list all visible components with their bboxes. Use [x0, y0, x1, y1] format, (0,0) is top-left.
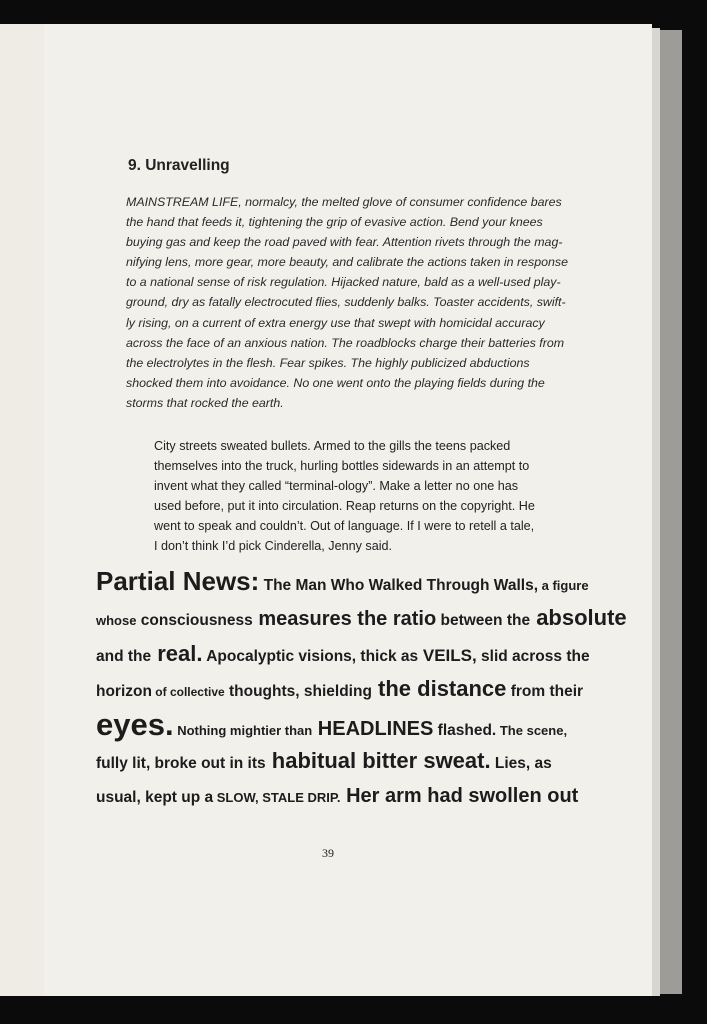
text-line: used before, put it into circulation. Reap returns on the copyright. He: [154, 499, 535, 514]
text-run: thoughts, shielding: [224, 683, 372, 701]
partial-news-line: [96, 743, 576, 779]
text-run: Apocalyptic visions, thick as: [202, 647, 419, 665]
text-run: real.: [151, 640, 203, 666]
italic-paragraph: [126, 192, 568, 413]
text-run: The Man Who Walked Through Walls,: [259, 577, 539, 594]
text-line: ly rising, on a current of extra energy use that swept with homicidal accuracy: [126, 315, 545, 330]
text-run: flashed.: [433, 722, 497, 740]
text-run: HEADLINES: [312, 718, 434, 741]
book-page: [44, 24, 652, 996]
text-run: SLOW, STALE DRIP.: [213, 789, 341, 805]
text-line: storms that rocked the earth.: [126, 395, 284, 410]
text-line: across the face of an anxious nation. The roadblocks charge their batteries from: [126, 335, 565, 350]
text-run: slid across the: [476, 647, 590, 665]
section-heading: 9. Unravelling: [128, 157, 230, 174]
partial-news-line: [96, 636, 590, 672]
facing-page-edge: [0, 24, 45, 996]
text-run: The scene,: [496, 723, 568, 739]
text-line: City streets sweated bullets. Armed to the gills the teens packed: [154, 439, 511, 453]
text-run: usual, kept up a: [96, 788, 214, 806]
text-line: buying gas and keep the road paved with fear. Attention rivets through the mag-: [126, 235, 563, 250]
indented-paragraph: [154, 436, 544, 557]
text-run: of collective: [151, 685, 225, 700]
text-run: the distance: [371, 676, 507, 702]
text-run: Nothing mightier than: [173, 723, 313, 739]
text-line: nifying lens, more gear, more beauty, and calibrate the actions taken in response: [126, 255, 568, 270]
text-run: from their: [506, 683, 584, 701]
text-run: Her arm had swollen out: [340, 784, 579, 807]
text-line: themselves into the truck, hurling bottles sidewards in an attempt to: [154, 459, 530, 474]
page-stack-shadow: [660, 30, 682, 994]
partial-news-line: [96, 707, 576, 743]
text-line: invent what they called “terminal-ology”. Make a letter no one has: [154, 479, 519, 494]
partial-news-line: [96, 600, 627, 636]
text-run: eyes.: [96, 707, 174, 743]
partial-news-line: [96, 564, 589, 600]
text-run: absolute: [530, 604, 627, 630]
page-number: 39: [322, 846, 334, 860]
text-run: horizon: [96, 683, 152, 701]
text-run: measures the ratio: [252, 607, 437, 630]
partial-news-line: [96, 671, 584, 707]
text-run: VEILS,: [418, 645, 477, 665]
partial-news-title: Partial News:: [96, 566, 260, 596]
text-run: whose: [96, 612, 137, 628]
text-run: Lies, as: [490, 754, 552, 772]
text-run: a figure: [538, 578, 589, 593]
text-line: the hand that feeds it, tightening the grip of evasive action. Bend your knees: [126, 215, 543, 230]
text-run: between the: [436, 611, 531, 629]
text-line: shocked them into avoidance. No one went onto the playing fields during the: [126, 375, 545, 390]
text-run: fully lit, broke out in its: [96, 754, 266, 772]
text-line: I don’t think I’d pick Cinderella, Jenny said.: [154, 539, 393, 554]
text-line: to a national sense of risk regulation. Hijacked nature, bald as a well-used play-: [126, 275, 561, 290]
text-line: ground, dry as fatally electrocuted flies, suddenly balks. Toaster accidents, swift-: [126, 295, 566, 310]
text-run: consciousness: [136, 611, 253, 629]
text-run: and the: [96, 647, 152, 665]
text-run: habitual bitter sweat.: [265, 747, 491, 773]
text-line: MAINSTREAM LIFE, normalcy, the melted glove of consumer confidence bares: [126, 195, 562, 209]
partial-news-block: [96, 564, 627, 815]
text-line: went to speak and couldn’t. Out of language. If I were to retell a tale,: [154, 519, 535, 534]
partial-news-line: [96, 779, 579, 815]
text-line: the electrolytes in the flesh. Fear spikes. The highly publicized abductions: [126, 355, 530, 370]
